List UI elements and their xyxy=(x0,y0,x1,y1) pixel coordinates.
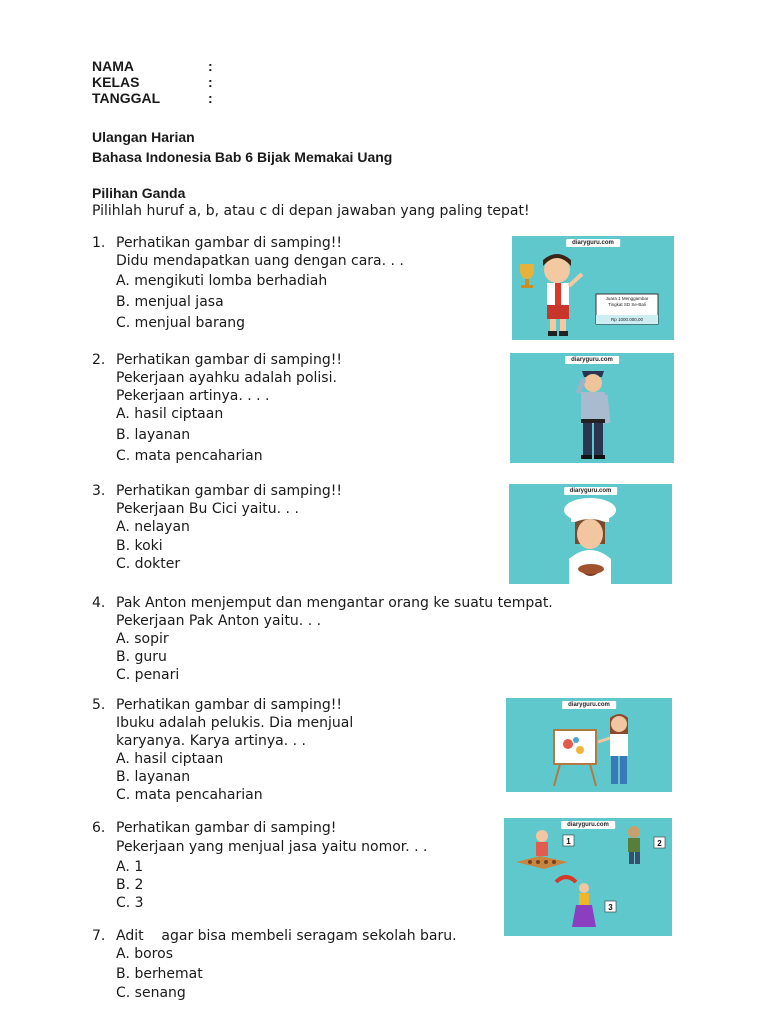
marker-2: 2 xyxy=(657,839,662,848)
three-workers-illustration xyxy=(504,818,672,936)
q1-picture xyxy=(512,236,674,340)
kelas-colon: : xyxy=(208,74,213,90)
option-b: B. koki xyxy=(116,538,163,554)
question-text: Pak Anton menjemput dan mengantar orang ke suatu tempat. xyxy=(116,595,553,611)
option-b: B. menjual jasa xyxy=(116,294,224,310)
question-5 xyxy=(92,696,353,804)
q5-picture xyxy=(506,698,672,792)
sign-line-2: Tingkat SD Se-Bali xyxy=(608,302,646,307)
question-text: Perhatikan gambar di samping!! xyxy=(116,235,342,251)
doc-title: Ulangan Harian xyxy=(92,129,195,145)
option-c: C. mata pencaharian xyxy=(116,448,263,464)
option-c: C. menjual barang xyxy=(116,315,246,331)
boy-with-trophy-illustration xyxy=(512,236,674,340)
option-b: B. guru xyxy=(116,649,167,665)
option-a: A. sopir xyxy=(116,631,169,647)
question-text: Pekerjaan Pak Anton yaitu. . . xyxy=(116,613,322,629)
trophy-icon xyxy=(520,264,534,288)
question-number: 7. xyxy=(92,928,106,944)
section-title: Pilihan Ganda xyxy=(92,185,186,201)
marker-3: 3 xyxy=(608,903,613,912)
site-tag: diaryguru.com xyxy=(564,487,618,495)
painter-illustration xyxy=(506,698,672,792)
option-a: A. 1 xyxy=(116,859,144,875)
question-number: 2. xyxy=(92,352,106,368)
q3-picture xyxy=(509,484,672,584)
nama-label: NAMA xyxy=(92,58,134,74)
q2-picture xyxy=(510,353,674,463)
cake-seller-figure xyxy=(516,830,568,869)
q6-picture xyxy=(504,818,672,936)
dancer-figure xyxy=(556,877,596,927)
question-text: Didu mendapatkan uang dengan cara. . . xyxy=(116,253,404,269)
nama-row xyxy=(92,58,213,74)
chef-illustration xyxy=(509,484,672,584)
tanggal-colon: : xyxy=(208,90,213,106)
question-text: Pekerjaan yang menjual jasa yaitu nomor. . . xyxy=(116,839,428,855)
farmer-figure xyxy=(628,826,640,864)
marker-1: 1 xyxy=(566,837,571,846)
doc-subtitle: Bahasa Indonesia Bab 6 Bijak Memakai Uang xyxy=(92,149,393,165)
question-number: 6. xyxy=(92,820,106,836)
option-c: C. 3 xyxy=(116,895,144,911)
option-b: B. berhemat xyxy=(116,966,203,982)
question-3 xyxy=(92,482,342,573)
option-a: A. boros xyxy=(116,946,173,962)
question-text: Perhatikan gambar di samping! xyxy=(116,820,337,836)
question-number: 4. xyxy=(92,595,106,611)
question-7 xyxy=(92,927,457,1002)
police-officer-illustration xyxy=(510,353,674,463)
question-text: Pekerjaan ayahku adalah polisi. xyxy=(116,370,337,386)
option-c: C. penari xyxy=(116,667,180,683)
kelas-row xyxy=(92,74,213,90)
question-text: Perhatikan gambar di samping!! xyxy=(116,483,342,499)
tanggal-row xyxy=(92,90,213,106)
option-c: C. senang xyxy=(116,985,186,1001)
option-c: C. dokter xyxy=(116,556,181,572)
option-c: C. mata pencaharian xyxy=(116,787,263,803)
site-tag: diaryguru.com xyxy=(561,821,615,829)
question-text: Ibuku adalah pelukis. Dia menjual xyxy=(116,715,354,731)
option-a: A. hasil ciptaan xyxy=(116,406,224,422)
option-b: B. 2 xyxy=(116,877,144,893)
question-4 xyxy=(92,594,553,684)
sign-line-1: Juara 1 Menggambar xyxy=(605,296,649,301)
question-number: 1. xyxy=(92,235,106,251)
question-text: Pekerjaan Bu Cici yaitu. . . xyxy=(116,501,299,517)
question-text: Perhatikan gambar di samping!! xyxy=(116,352,342,368)
question-text: Adit agar bisa membeli seragam sekolah baru. xyxy=(116,928,457,944)
question-number: 3. xyxy=(92,483,106,499)
question-text: Pekerjaan artinya. . . . xyxy=(116,388,270,404)
question-6 xyxy=(92,819,428,912)
question-text: karyanya. Karya artinya. . . xyxy=(116,733,306,749)
question-number: 5. xyxy=(92,697,106,713)
option-b: B. layanan xyxy=(116,427,191,443)
site-tag: diaryguru.com xyxy=(565,356,619,364)
tanggal-label: TANGGAL xyxy=(92,90,161,106)
nama-colon: : xyxy=(208,58,213,74)
question-2 xyxy=(92,351,342,465)
option-a: A. nelayan xyxy=(116,519,190,535)
kelas-label: KELAS xyxy=(92,74,140,90)
sign-amount: Rp 1000.000,00 xyxy=(610,317,644,322)
site-tag: diaryguru.com xyxy=(562,701,616,709)
question-text: Perhatikan gambar di samping!! xyxy=(116,697,342,713)
site-tag: diaryguru.com xyxy=(566,239,620,247)
option-b: B. layanan xyxy=(116,769,191,785)
question-1 xyxy=(92,234,404,332)
instruction: Pilihlah huruf a, b, atau c di depan jawaban yang paling tepat! xyxy=(92,203,530,219)
option-a: A. hasil ciptaan xyxy=(116,751,224,767)
option-a: A. mengikuti lomba berhadiah xyxy=(116,273,328,289)
